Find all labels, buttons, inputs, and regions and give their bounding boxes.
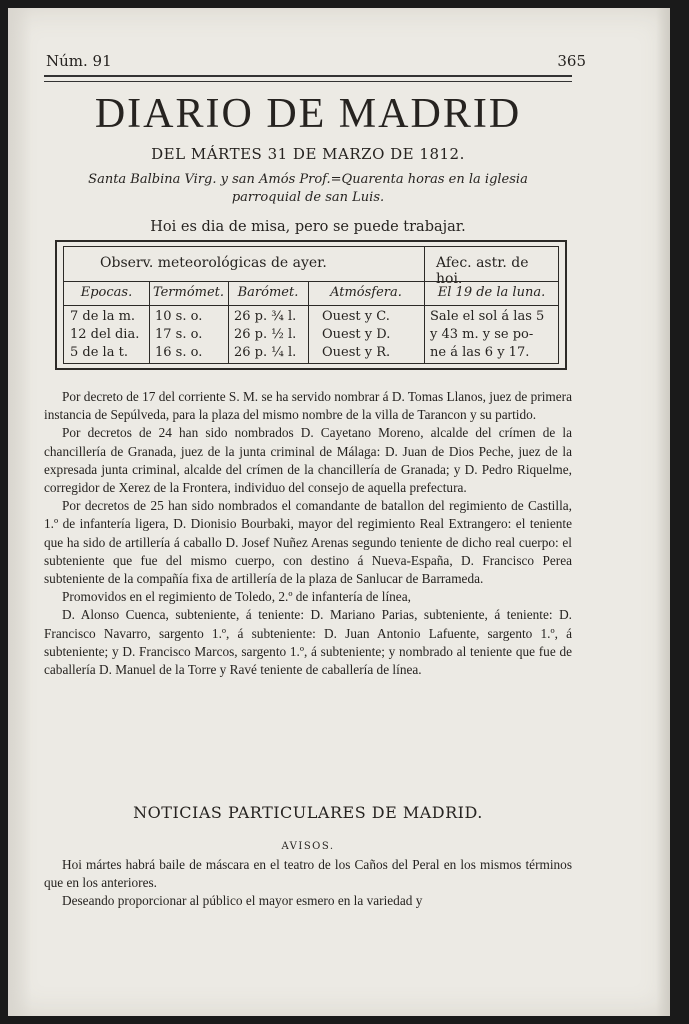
header-rule-thin [44,81,572,82]
avisos-body [44,856,572,911]
avisos-label: AVISOS. [281,841,335,852]
weather-heading: Observ. meteorológicas de ayer. [100,255,327,271]
termometro-cell: 16 s. o. [155,345,203,360]
astro-line: ne á las 6 y 17. [430,345,530,360]
header-rule [44,75,572,77]
page-edge-shadow [656,8,670,1016]
weather-table-inner [63,246,559,364]
date-line: DEL MÁRTES 31 DE MARZO DE 1812. [151,145,465,163]
atmosfera-cell: Ouest y C. [322,309,390,324]
saint-line-1: Santa Balbina Virg. y san Amós Prof.=Quarenta horas en la iglesia [88,172,528,187]
epoca-cell: 12 del dia. [70,327,140,342]
barometro-cell: 26 p. ¼ l. [234,345,297,360]
paragraph: Hoi mártes habrá baile de máscara en el teatro de los Caños del Peral en los mismos términos que en los anteriores. [44,857,572,891]
termometro-cell: 17 s. o. [155,327,203,342]
paragraph: Deseando proporcionar al público el mayor esmero en la variedad y [62,893,423,909]
epoca-cell: 5 de la t. [70,345,128,360]
table-rule [64,305,558,306]
paragraph: Promovidos en el regimiento de Toledo, 2.º de infantería de línea, [62,589,411,605]
atmosfera-cell: Ouest y R. [322,345,391,360]
masthead-title: DIARIO DE MADRID [94,91,522,137]
page-binding-shadow [8,8,32,1016]
saint-line [44,171,572,207]
section-title: NOTICIAS PARTICULARES DE MADRID. [133,803,483,822]
issue-number: Núm. 91 [46,52,112,70]
table-rule [64,281,558,282]
paragraph: Por decretos de 25 han sido nombrados el comandante de batallon del regimiento de Castilla, 1.º de infantería ligera, D. Dionisio Bourbaki, mayor del regimiento Real Extrangero: el teniente que ha sido de artillería á caballo D. Josef Nuñez Arenas segundo teniente de dicho real cuerpo: el subteniente que fue del mismo cuerpo, con destino á Nueva-España, D. Francisco Perea subteniente de la compañía fixa de artillería de la plaza de Sanlucar de Barrameda. [44,498,572,587]
epoca-cell: 7 de la m. [70,309,136,324]
newspaper-page [8,8,670,1016]
astro-line: y 43 m. y se po- [430,327,534,342]
paragraph: D. Alonso Cuenca, subteniente, á teniente: D. Mariano Parias, subteniente, á teniente: D. Francisco Navarro, sargento 1.º, á subteniente: D. Juan Antonio Lafuente, sargento 1.º, á subteniente; y D. Francisco Marcos, sargento 1.º, á subteniente; y nombrado al teniente que fue de caballería D. Manuel de la Torre y Ravé teniente de caballería de línea. [44,607,572,678]
page-number: 365 [557,52,586,70]
atmosfera-cell: Ouest y D. [322,327,391,342]
col-atmosfera: Atmósfera. [330,285,402,300]
misa-line: Hoi es dia de misa, pero se puede trabajar. [150,219,466,235]
paragraph: Por decretos de 24 han sido nombrados D. Cayetano Moreno, alcalde del crímen de la chancillería de Granada, juez de la junta criminal de Málaga: D. Juan de Dios Peche, juez de la expresada junta criminal, alcalde del crímen de la chancillería de Granada; y D. Pedro Riquelme, corregidor de Xerez de la Frontera, individuo del consejo de aquella prefectura. [44,425,572,496]
paragraph: Por decreto de 17 del corriente S. M. se ha servido nombrar á D. Tomas Llanos, juez de primera instancia de Sepúlveda, para la plaza del mismo nombre de la villa de Tarancon y su partido. [44,389,572,423]
article-body [44,388,572,679]
barometro-cell: 26 p. ½ l. [234,327,297,342]
astro-line: Sale el sol á las 5 [430,309,545,324]
saint-line-2: parroquial de san Luis. [231,190,385,205]
barometro-cell: 26 p. ¾ l. [234,309,297,324]
col-epocas: Epocas. [80,285,133,300]
table-divider [424,247,425,363]
col-termometro: Termómet. [152,285,225,300]
weather-table [55,240,567,370]
astro-heading: Afec. astr. de hoi. [436,255,529,287]
col-luna: El 19 de la luna. [437,285,546,300]
col-barometro: Barómet. [237,285,299,300]
termometro-cell: 10 s. o. [155,309,203,324]
